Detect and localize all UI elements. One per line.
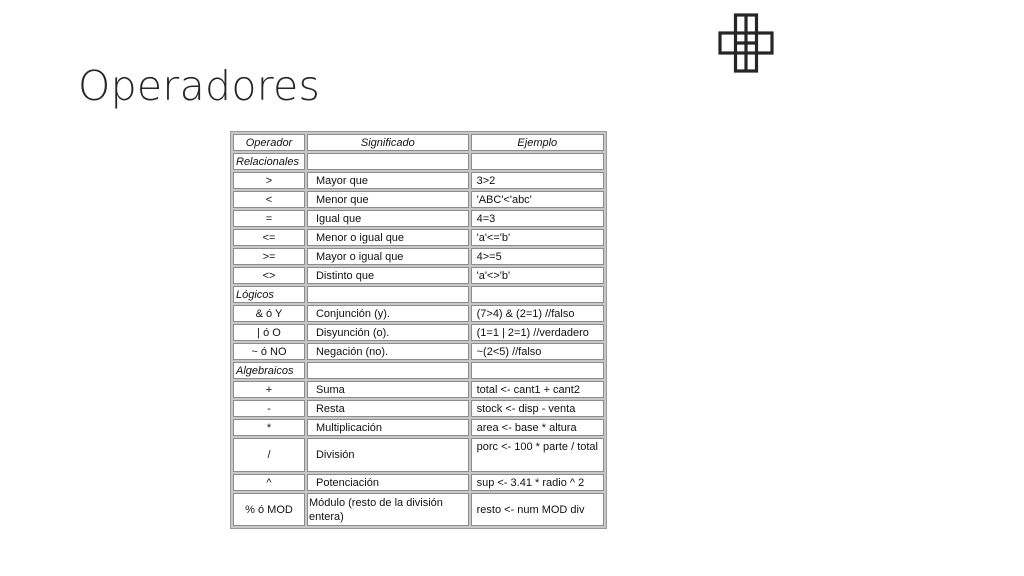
empty-cell: [307, 153, 469, 170]
grid-cross-logo-icon: [718, 13, 774, 73]
meaning-cell: Potenciación: [307, 474, 469, 491]
section-label: Relacionales: [233, 153, 305, 170]
operator-cell: <: [233, 191, 305, 208]
empty-cell: [471, 286, 604, 303]
operator-cell: +: [233, 381, 305, 398]
operator-cell: & ó Y: [233, 305, 305, 322]
meaning-cell: Distinto que: [307, 267, 469, 284]
table-row: [233, 210, 604, 227]
example-cell: 'ABC'<'abc': [471, 191, 604, 208]
table-header-row: [233, 134, 604, 151]
operator-cell: ^: [233, 474, 305, 491]
operator-cell: >: [233, 172, 305, 189]
table-row: [233, 419, 604, 436]
example-cell: resto <- num MOD div: [471, 493, 604, 526]
example-cell: porc <- 100 * parte / total: [471, 438, 604, 472]
header-significado: Significado: [307, 134, 469, 151]
table-row: [233, 493, 604, 526]
operator-cell: | ó O: [233, 324, 305, 341]
example-cell: total <- cant1 + cant2: [471, 381, 604, 398]
operator-cell: -: [233, 400, 305, 417]
section-label: Algebraicos: [233, 362, 305, 379]
header-operador: Operador: [233, 134, 305, 151]
table-row: [233, 474, 604, 491]
meaning-cell: División: [307, 438, 469, 472]
meaning-cell: Igual que: [307, 210, 469, 227]
table-row: [233, 324, 604, 341]
table-row: [233, 400, 604, 417]
example-cell: (1=1 | 2=1) //verdadero: [471, 324, 604, 341]
empty-cell: [471, 153, 604, 170]
empty-cell: [307, 286, 469, 303]
slide-title: Operadores: [78, 62, 321, 110]
meaning-cell: Conjunción (y).: [307, 305, 469, 322]
table-row: [233, 172, 604, 189]
meaning-cell: Módulo (resto de la división entera): [307, 493, 469, 526]
table-row: [233, 248, 604, 265]
section-row-algebraicos: [233, 362, 604, 379]
meaning-cell: Menor que: [307, 191, 469, 208]
example-cell: ~(2<5) //falso: [471, 343, 604, 360]
table-row: [233, 381, 604, 398]
meaning-cell: Mayor o igual que: [307, 248, 469, 265]
example-cell: (7>4) & (2=1) //falso: [471, 305, 604, 322]
operator-cell: ~ ó NO: [233, 343, 305, 360]
table-row: [233, 191, 604, 208]
example-cell: 'a'<>'b': [471, 267, 604, 284]
example-cell: stock <- disp - venta: [471, 400, 604, 417]
operator-cell: *: [233, 419, 305, 436]
table-row: [233, 267, 604, 284]
header-ejemplo: Ejemplo: [471, 134, 604, 151]
meaning-cell: Multiplicación: [307, 419, 469, 436]
table-row: [233, 343, 604, 360]
table-row: [233, 438, 604, 472]
operators-table: [230, 131, 607, 529]
section-row-logicos: [233, 286, 604, 303]
operator-cell: <>: [233, 267, 305, 284]
example-cell: 4=3: [471, 210, 604, 227]
example-cell: 3>2: [471, 172, 604, 189]
operator-cell: /: [233, 438, 305, 472]
section-row-relacionales: [233, 153, 604, 170]
example-cell: 4>=5: [471, 248, 604, 265]
example-cell: sup <- 3.41 * radio ^ 2: [471, 474, 604, 491]
table-row: [233, 229, 604, 246]
empty-cell: [471, 362, 604, 379]
operator-cell: <=: [233, 229, 305, 246]
empty-cell: [307, 362, 469, 379]
meaning-cell: Mayor que: [307, 172, 469, 189]
example-cell: area <- base * altura: [471, 419, 604, 436]
operator-cell: % ó MOD: [233, 493, 305, 526]
example-cell: 'a'<='b': [471, 229, 604, 246]
meaning-cell: Menor o igual que: [307, 229, 469, 246]
operator-cell: =: [233, 210, 305, 227]
meaning-cell: Disyunción (o).: [307, 324, 469, 341]
table-row: [233, 305, 604, 322]
operator-cell: >=: [233, 248, 305, 265]
section-label: Lógicos: [233, 286, 305, 303]
meaning-cell: Resta: [307, 400, 469, 417]
meaning-cell: Suma: [307, 381, 469, 398]
meaning-cell: Negación (no).: [307, 343, 469, 360]
